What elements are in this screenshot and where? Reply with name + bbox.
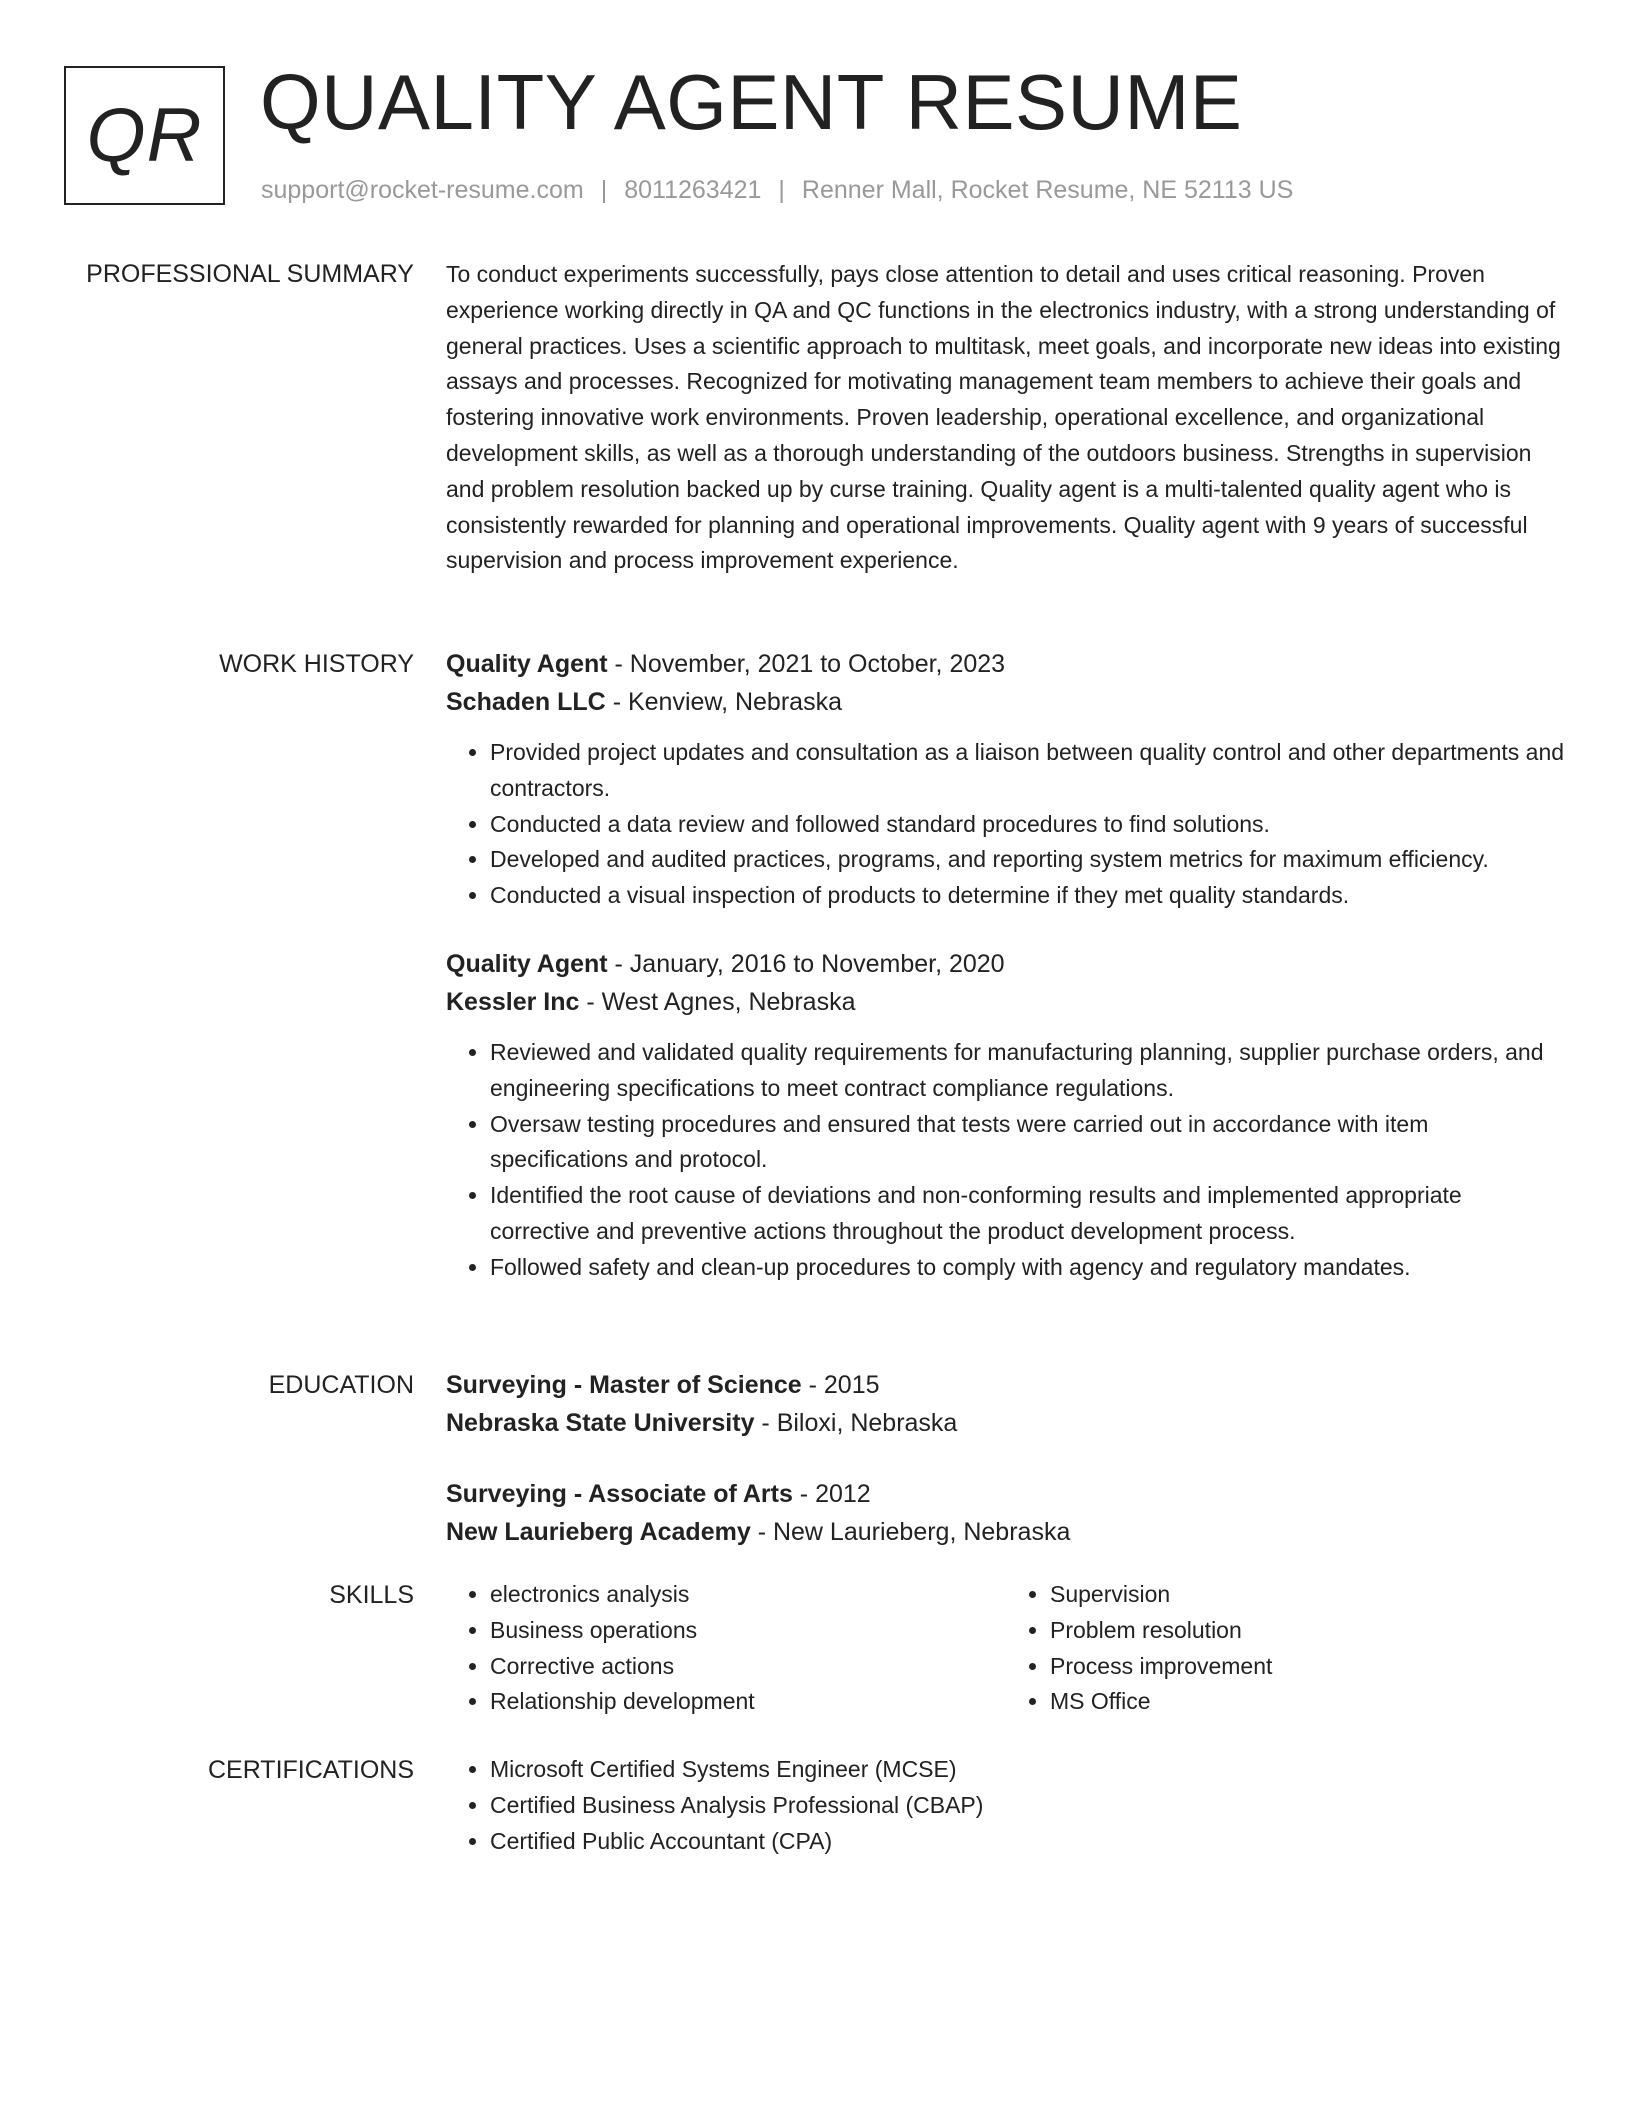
monogram-logo [64, 66, 225, 205]
section-heading-work-history: WORK HISTORY [219, 650, 414, 678]
resume-title: QUALITY AGENT RESUME [260, 58, 1243, 146]
job-dates: - November, 2021 to October, 2023 [607, 650, 1006, 678]
job-title-line [446, 645, 1566, 683]
job-bullet: • Conducted a visual inspection of products to determine if they met quality standards. [490, 878, 1566, 914]
skill-item: • MS Office [1050, 1684, 1566, 1720]
school-location: - Biloxi, Nebraska [754, 1409, 958, 1437]
degree-line [446, 1366, 1566, 1404]
job-bullet: • Provided project updates and consultation as a liaison between quality control and other departments and contractors. [490, 735, 1566, 807]
job-bullet: • Reviewed and validated quality requirements for manufacturing planning, supplier purchase orders, and engineering specifications to meet contract compliance regulations. [490, 1035, 1566, 1107]
job-title: Quality Agent [446, 949, 608, 978]
certification-item: • Certified Public Accountant (CPA) [490, 1824, 1566, 1860]
monogram-text: QR [86, 93, 203, 178]
job-company-line [446, 683, 1566, 721]
certification-item: • Certified Business Analysis Professional (CBAP) [490, 1788, 1566, 1824]
contact-email: support@rocket-resume.com [261, 176, 584, 204]
job-location: - West Agnes, Nebraska [579, 987, 856, 1016]
section-heading-certifications: CERTIFICATIONS [207, 1756, 414, 1784]
skill-item: • Problem resolution [1050, 1613, 1566, 1649]
job-bullet: • Conducted a data review and followed standard procedures to find solutions. [490, 807, 1566, 843]
certification-item: • Microsoft Certified Systems Engineer (MCSE) [490, 1752, 1566, 1788]
job-company: Kessler Inc [446, 987, 580, 1016]
skill-item: • Relationship development [490, 1684, 1006, 1720]
skill-item: • Supervision [1050, 1577, 1566, 1613]
job-location: - Kenview, Nebraska [605, 688, 842, 716]
skills-list-left [446, 1577, 1006, 1720]
education-entry [446, 1366, 1566, 1442]
skill-item: • electronics analysis [490, 1577, 1006, 1613]
certifications-list [446, 1752, 1566, 1859]
school-name: New Laurieberg Academy [446, 1518, 751, 1546]
school-name: Nebraska State University [446, 1409, 755, 1437]
school-location: - New Laurieberg, Nebraska [750, 1518, 1071, 1546]
skill-item: • Corrective actions [490, 1649, 1006, 1685]
contact-separator: | [600, 176, 608, 204]
section-heading-skills: SKILLS [329, 1581, 414, 1609]
job-entry [446, 945, 1566, 1286]
degree-year: - 2012 [792, 1480, 871, 1508]
summary-text: To conduct experiments successfully, pays close attention to detail and uses critical reasoning. Proven experience working directly in QA and QC functions in the electronics industry, with a strong understanding of general practices. Uses a scientific approach to multitask, meet goals, and incorporate new ideas into existing assays and processes. Recognized for motivating management team members to achieve their goals and fostering innovative work environments. Proven leadership, operational excellence, and organizational development skills, as well as a thorough understanding of the outdoors business. Strengths in supervision and problem resolution backed up by curse training. Quality agent is a multi-talented quality agent who is consistently rewarded for planning and operational improvements. Quality agent with 9 years of successful supervision and process improvement experience. [446, 261, 1561, 574]
job-bullet: • Followed safety and clean-up procedures to comply with agency and regulatory mandates. [490, 1250, 1566, 1286]
job-title: Quality Agent [446, 650, 608, 678]
job-bullet: • Developed and audited practices, programs, and reporting system metrics for maximum efficiency. [490, 842, 1566, 878]
skill-item: • Business operations [490, 1613, 1006, 1649]
section-heading-summary: PROFESSIONAL SUMMARY [86, 260, 414, 288]
job-dates: - January, 2016 to November, 2020 [607, 949, 1005, 978]
contact-phone: 8011263421 [624, 176, 762, 204]
job-entry [446, 645, 1566, 914]
job-company-line [446, 983, 1566, 1021]
job-company: Schaden LLC [446, 688, 606, 716]
job-title-line [446, 945, 1566, 983]
contact-separator: | [778, 176, 785, 204]
degree-line [446, 1475, 1566, 1513]
degree-name: Surveying - Master of Science [446, 1371, 802, 1399]
job-bullets [446, 1035, 1566, 1286]
contact-line [261, 174, 1293, 206]
degree-year: - 2015 [801, 1371, 880, 1399]
job-bullet: • Oversaw testing procedures and ensured that tests were carried out in accordance with item specifications and protocol. [490, 1107, 1566, 1179]
contact-address: Renner Mall, Rocket Resume, NE 52113 US [801, 176, 1294, 204]
section-heading-education: EDUCATION [268, 1371, 414, 1399]
job-bullets [446, 735, 1566, 914]
skill-item: • Process improvement [1050, 1649, 1566, 1685]
degree-name: Surveying - Associate of Arts [446, 1480, 793, 1508]
job-bullet: • Identified the root cause of deviations and non-conforming results and implemented appropriate corrective and preventive actions throughout the product development process. [490, 1178, 1566, 1250]
school-line [446, 1404, 1566, 1442]
skills-list-right [1006, 1577, 1566, 1720]
school-line [446, 1513, 1566, 1551]
education-entry [446, 1475, 1566, 1551]
